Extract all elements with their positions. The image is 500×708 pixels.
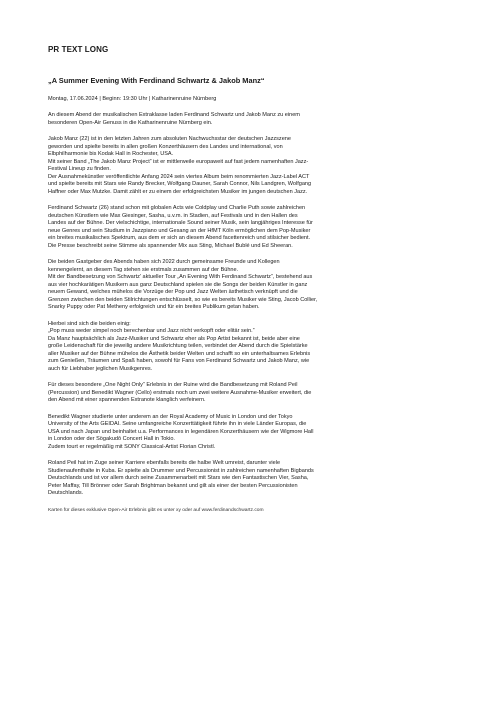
text-line: (Percussion) und Benedikt Wagner (Cello) erstmals noch um zwei weitere Ausnahme-Musiker erweitert, die bbox=[48, 389, 312, 396]
text-line: neue Genres und sein Studium in Jazzpiano und Gesang an der HfMT Köln ermöglichen dem Pop-Musiker bbox=[48, 227, 311, 234]
text-line: Peter Maffay, Till Brönner oder Sarah Brightman bekannt und gilt als einer der besten Percussionisten bbox=[48, 482, 298, 489]
text-line: aus vier hochkarätigen Musikern aus ganz Deutschland spielen sie die Songs der beiden Künstler in ganz bbox=[48, 281, 308, 288]
document-heading: PR TEXT LONG bbox=[48, 45, 109, 54]
text-line: Jakob Manz (22) ist in den letzten Jahren zum absoluten Nachwuchsstar der deutschen Jazzszene bbox=[48, 136, 291, 142]
text-line: neuem Gewand, welches mühelos die Vorzüge der Pop und Jazz Welten ästhetisch verknüpft und die bbox=[48, 289, 298, 295]
text-line: Der Ausnahmekünstler veröffentlichte Anfang 2024 sein viertes Album beim renommierten Jazz-Label ACT bbox=[48, 173, 310, 180]
event-meta: Montag, 17.06.2024 | Beginn: 19:30 Uhr | Katharinenruine Nürnberg bbox=[48, 96, 217, 102]
text-line: Deutschlands und ist vor allem durch seine Zusammenarbeit mit Stars wie den Fantastischen Vier, Sasha, bbox=[48, 475, 309, 481]
body-paragraph bbox=[48, 259, 460, 312]
text-line: Hierbei sind sich die beiden einig: bbox=[48, 320, 131, 327]
text-line: Die beiden Gastgeber des Abends haben sich 2022 durch gemeinsame Freunde und Kollegen bbox=[48, 259, 280, 265]
text-line: An diesem Abend der musikalischen Extraklasse laden Ferdinand Schwartz und Jakob Manz zu einem bbox=[48, 112, 300, 118]
text-line: aller Musiker auf der Bühne mühelos die Ästhetik beider Welten und schafft so ein unterhaltsames Erlebnis bbox=[48, 350, 311, 357]
text-line: Roland Peil hat im Zuge seiner Karriere ebenfalls bereits die halbe Welt umreist, darunter viele bbox=[48, 460, 281, 466]
body-paragraph bbox=[48, 382, 460, 405]
text-line: Grenzen zwischen den beiden Stilrichtungen entschlüsselt, so wie es bereits Musiker wie Sting, Jacob Collier, bbox=[48, 296, 318, 303]
text-line: Haffner oder Max Mutzke. Damit zählt er zu einem der erfolgreichsten Musiker im jungen deutschen Jazz. bbox=[48, 188, 308, 195]
ticket-footnote: Karten für dieses exklusive Open-Air Erlebnis gibt es unter xy oder auf www.ferdinandschwartz.com bbox=[48, 507, 264, 513]
text-line: deutschen Künstlern wie Max Giesinger, Sasha, u.v.m. in Stadien, auf Festivals und in den Hallen des bbox=[48, 212, 298, 219]
body-paragraph bbox=[48, 136, 460, 196]
text-line: Die Presse beschreibt seine Stimme als spannender Mix aus Sting, Michael Bublé und Ed Sheeran. bbox=[48, 242, 293, 249]
text-line: Zudem tourt er regelmäßig mit SONY Classical-Artist Florian Christl. bbox=[48, 443, 216, 450]
text-line: Mit der Bandbesetzung von Schwartz' aktueller Tour „An Evening With Ferdinand Schwartz“, bestehend aus bbox=[48, 274, 313, 280]
text-line: Ferdinand Schwartz (26) stand schon mit globalen Acts wie Coldplay und Charlie Puth sowie zahlreichen bbox=[48, 205, 306, 211]
text-line: ein breites musikalisches Spektrum, aus dem er sich an diesem Abend facettenreich und stilsicher bedient. bbox=[48, 235, 311, 241]
body-paragraph bbox=[48, 112, 460, 127]
event-title: „A Summer Evening With Ferdinand Schwartz & Jakob Manz“ bbox=[48, 76, 265, 85]
text-line: geworden und spielte bereits in allen großen Konzerthäusern des Landes und international, von bbox=[48, 143, 283, 150]
text-line: zum Genießen, Träumen und Spaß haben, sowohl für Fans von Ferdinand Schwartz und Jakob Manz, wie bbox=[48, 358, 310, 364]
text-line: kennengelernt, an diesem Tag stehen sie erstmals zusammen auf der Bühne. bbox=[48, 266, 239, 273]
text-line: besonderen Open-Air Genuss in die Katharinenruine Nürnberg ein. bbox=[48, 119, 213, 126]
text-line: „Pop muss weder simpel noch berechenbar und Jazz nicht verkopft oder elitär sein.“ bbox=[48, 328, 255, 334]
text-line: und spielte bereits mit Stars wie Randy Brecker, Wolfgang Dauner, Sarah Connor, Nils Landgren, Wolfgang bbox=[48, 181, 312, 187]
text-line: Mit seiner Band „The Jakob Manz Project“ ist er mittlerweile europaweit auf fast jedem namenhaften Jazz- bbox=[48, 158, 309, 165]
text-line: große Leidenschaft für die jeweilig andere Musikrichtung teilen, verbindet der Abend durch die Spielstärke bbox=[48, 343, 308, 349]
text-line: Festival Lineup zu finden. bbox=[48, 166, 111, 172]
text-line: Snarky Puppy oder Pat Metheny erfolgreich und für ein breites Publikum getan haben. bbox=[48, 304, 260, 310]
text-line: Da Manz hauptsächlich als Jazz-Musiker und Schwartz eher als Pop Artist bekannt ist, beide aber eine bbox=[48, 335, 300, 342]
text-line: Landes auf der Bühne. Der vielschichtige, internationale Sound seiner Musik, sein langjähriges Interesse für bbox=[48, 220, 313, 226]
text-line: Benedikt Wagner studierte unter anderem an der Royal Academy of Music in London und der Tokyo bbox=[48, 413, 293, 420]
text-line: Studienaufenthalte in Kuba. Er spielte als Drummer und Percussionist in zahlreichen namenhaften Bigbands bbox=[48, 467, 314, 474]
body-paragraph bbox=[48, 414, 460, 452]
text-line: Elbphilharmonie bis Kodak Hall in Rochester, USA. bbox=[48, 151, 174, 157]
text-line: University of the Arts GEIDAI. Seine umfangreiche Konzerttätigkeit führte ihn in viele Länder Europas, die bbox=[48, 421, 307, 427]
text-line: in London oder der Sögakudō Concert Hall in Tokio. bbox=[48, 436, 175, 442]
body-text bbox=[48, 112, 460, 498]
text-line: den Abend mit einer spannenden Extranote klanglich verfeinern. bbox=[48, 397, 206, 403]
document-page bbox=[48, 44, 460, 514]
body-paragraph bbox=[48, 321, 460, 374]
body-paragraph bbox=[48, 205, 460, 250]
text-line: Für dieses besondere „One Night Only“ Erlebnis in der Ruine wird die Bandbesetzung mit Roland Peil bbox=[48, 382, 298, 388]
text-line: USA und nach Japan und beinhaltet u.a. Performances in legendären Konzerthäusern wie der Wigmore Hall bbox=[48, 428, 314, 435]
text-line: Deutschlands. bbox=[48, 490, 84, 496]
body-paragraph bbox=[48, 460, 460, 498]
text-line: auch für Liebhaber jeglichen Musikgenres. bbox=[48, 365, 153, 372]
